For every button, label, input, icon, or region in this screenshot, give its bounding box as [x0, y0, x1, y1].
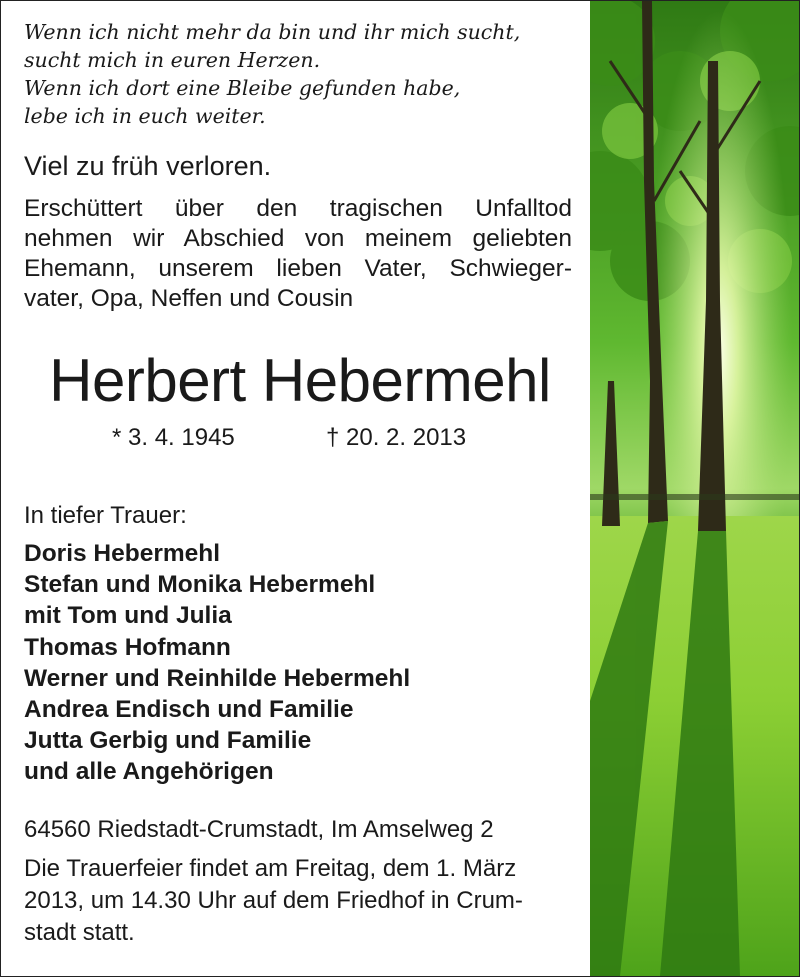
intro-line: nehmen wir Abschied von meinem geliebten: [24, 225, 572, 252]
funeral-line: stadt statt.: [24, 919, 135, 946]
poem-line: Wenn ich nicht mehr da bin und ihr mich sucht,: [24, 20, 521, 44]
poem-line: lebe ich in euch weiter.: [24, 104, 266, 128]
intro-line: Ehemann, unserem lieben Vater, Schwieger-: [24, 255, 572, 282]
mourner: Jutta Gerbig und Familie: [24, 727, 312, 755]
deceased-name: Herbert Hebermehl: [49, 347, 551, 414]
mourners-list: [24, 538, 584, 788]
mourner: Thomas Hofmann: [24, 633, 231, 661]
mourner: Stefan und Monika Hebermehl: [24, 571, 376, 599]
intro-text: [24, 194, 572, 314]
mourner: Doris Hebermehl: [24, 540, 221, 567]
funeral-line: Die Trauerfeier findet am Freitag, dem 1. März: [24, 855, 517, 882]
mourner: und alle Angehörigen: [24, 758, 274, 786]
tree-park-photo-icon: [590, 1, 799, 976]
poem-line: sucht mich in euren Herzen.: [24, 48, 321, 72]
mourner: Werner und Reinhilde Hebermehl: [24, 664, 411, 692]
mourner: mit Tom und Julia: [24, 602, 232, 630]
mourner: Andrea Endisch und Familie: [24, 696, 354, 724]
park-fence: [590, 494, 799, 500]
poem: [24, 18, 584, 130]
life-dates: [0, 423, 590, 453]
headline: Viel zu früh verloren.: [24, 151, 272, 181]
funeral-line: 2013, um 14.30 Uhr auf dem Friedhof in Crum-: [24, 887, 523, 914]
funeral-notice: [24, 853, 572, 949]
tree-park-photo: [590, 1, 799, 976]
birth-date: * 3. 4. 1945: [112, 424, 235, 451]
poem-line: Wenn ich dort eine Bleibe gefunden habe,: [24, 76, 461, 100]
intro-line: vater, Opa, Neffen und Cousin: [24, 285, 354, 312]
death-date: † 20. 2. 2013: [326, 424, 467, 451]
family-address: 64560 Riedstadt-Crumstadt, Im Amselweg 2: [24, 816, 494, 843]
mourning-label: In tiefer Trauer:: [24, 502, 187, 529]
intro-line: Erschüttert über den tragischen Unfalltod: [24, 195, 572, 222]
